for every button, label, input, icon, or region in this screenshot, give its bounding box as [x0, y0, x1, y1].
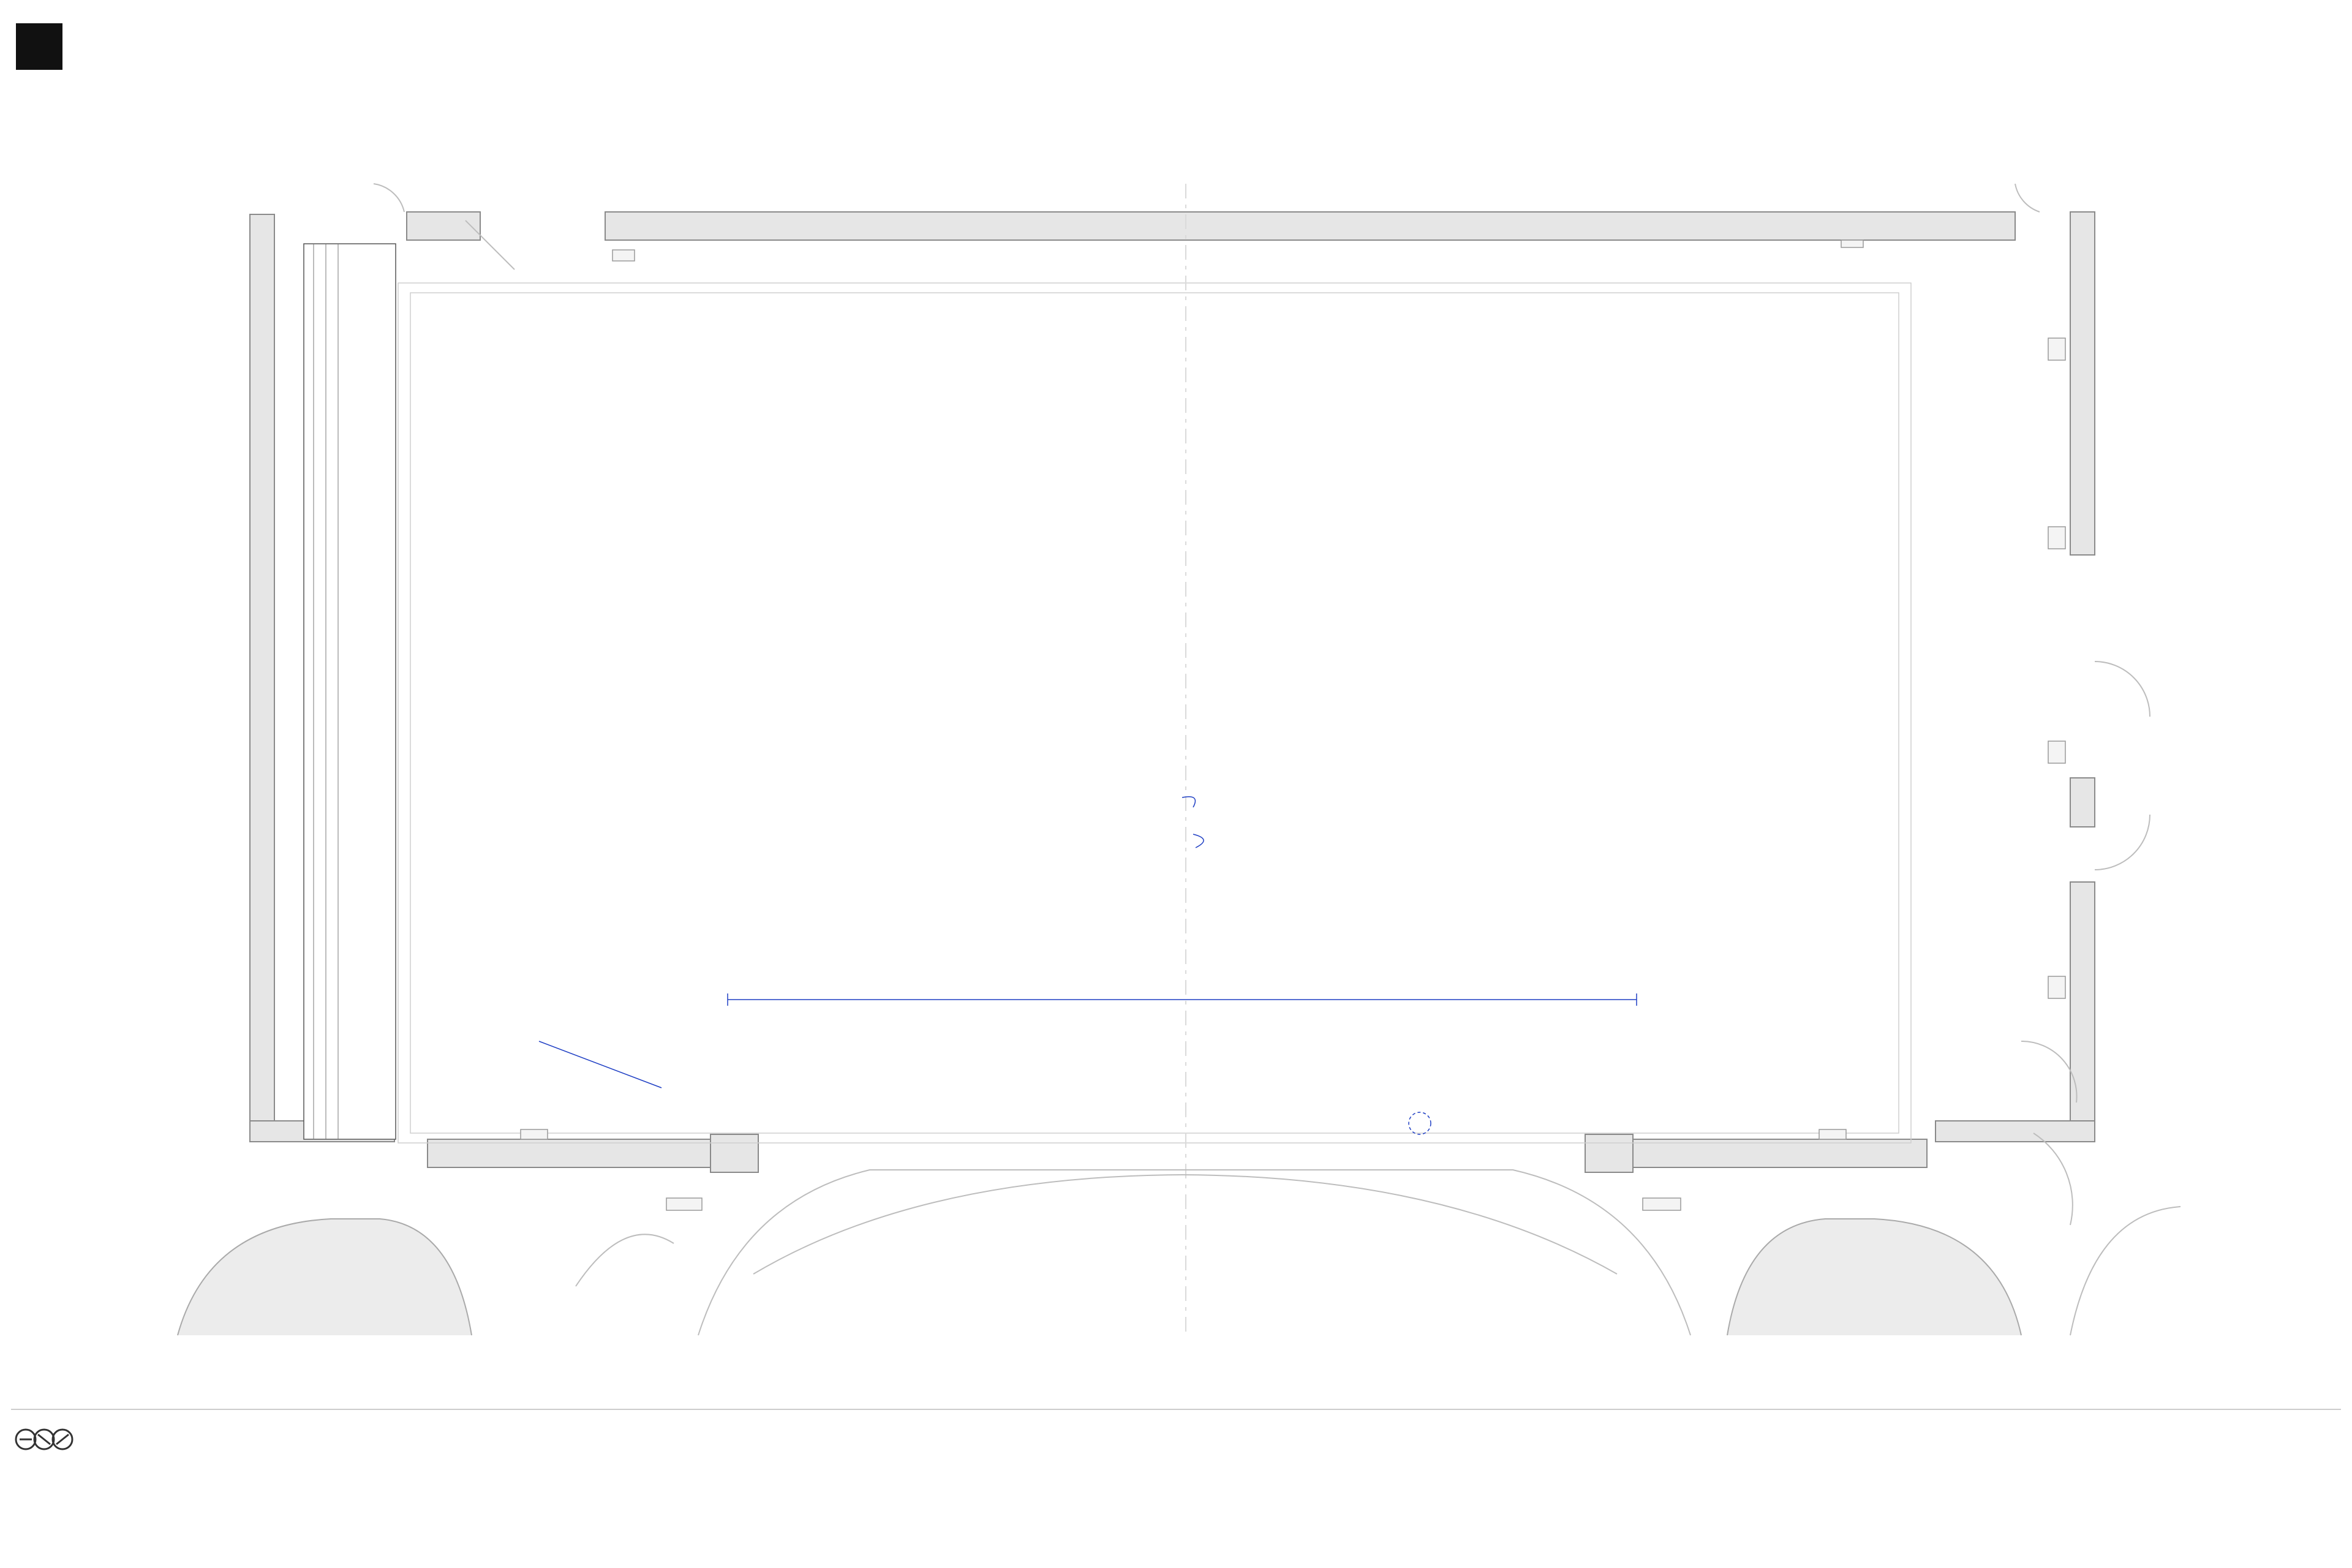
lineset-schedule: [304, 244, 396, 1139]
audience-area: [178, 1170, 2180, 1335]
union-stamp-icon: [13, 1421, 75, 1458]
theatre-walls: [250, 212, 2095, 1172]
width-dimension: [728, 993, 1637, 1006]
wall-markers: [521, 240, 2065, 1139]
torm-tags: [666, 1198, 1681, 1210]
title-block: [11, 1409, 2341, 1561]
door-swings: [374, 184, 2150, 1225]
